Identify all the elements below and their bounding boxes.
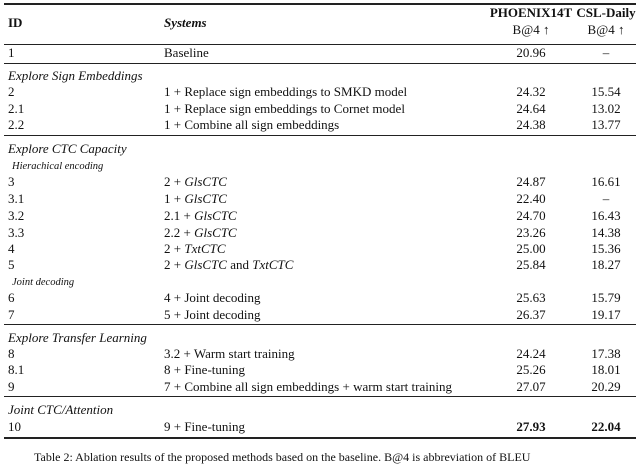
row-csl-bleu: 17.38 — [591, 346, 621, 361]
row-csl-bleu: 14.38 — [591, 225, 621, 240]
row-id: 1 — [8, 45, 15, 60]
header-metric-csl: B@4 ↑ — [587, 22, 625, 37]
row-system: 7 + Combine all sign embeddings + warm start training — [164, 379, 452, 394]
row-id: 6 — [8, 290, 15, 305]
row-phoenix-bleu: 24.70 — [516, 208, 546, 223]
row-id: 4 — [8, 241, 15, 256]
row-id: 2.2 — [8, 117, 25, 132]
row-system: 1 + Replace sign embeddings to SMKD model — [164, 84, 408, 99]
row-system: 2 + GlsCTC — [164, 174, 227, 189]
row-phoenix-bleu: 26.37 — [516, 307, 546, 322]
row-system: 2.1 + GlsCTC — [164, 208, 237, 223]
row-id: 7 — [8, 307, 15, 322]
row-id: 3.2 — [8, 208, 25, 223]
row-phoenix-bleu: 25.00 — [516, 241, 546, 256]
section-rule — [4, 63, 636, 64]
header-csl: CSL-Daily — [576, 5, 636, 20]
row-id: 3 — [8, 174, 15, 189]
row-csl-bleu: 18.01 — [591, 362, 621, 377]
section-label: Explore CTC Capacity — [8, 141, 127, 156]
row-system: 1 + Replace sign embeddings to Cornet model — [164, 101, 405, 116]
row-system: 3.2 + Warm start training — [164, 346, 295, 361]
row-csl-bleu: 16.61 — [591, 174, 621, 189]
row-phoenix-bleu: 22.40 — [516, 191, 546, 206]
row-csl-bleu: – — [602, 191, 610, 206]
section-rule — [4, 396, 636, 397]
row-system: 1 + GlsCTC — [164, 191, 227, 206]
row-system: 2.2 + GlsCTC — [164, 225, 237, 240]
row-csl-bleu: – — [602, 45, 610, 60]
row-csl-bleu: 15.54 — [591, 84, 621, 99]
row-system: 9 + Fine-tuning — [164, 419, 245, 434]
row-system: 2 + TxtCTC — [164, 241, 226, 256]
row-phoenix-bleu: 24.32 — [516, 84, 546, 99]
row-system: 8 + Fine-tuning — [164, 362, 245, 377]
row-id: 5 — [8, 257, 15, 272]
row-phoenix-bleu: 24.24 — [516, 346, 546, 361]
row-csl-bleu: 22.04 — [591, 419, 621, 434]
header-systems: Systems — [164, 15, 207, 30]
row-phoenix-bleu: 25.63 — [516, 290, 546, 305]
section-label: Joint CTC/Attention — [8, 402, 114, 417]
section-label: Explore Sign Embeddings — [8, 68, 143, 83]
row-system: 1 + Combine all sign embeddings — [164, 117, 340, 132]
row-id: 9 — [8, 379, 15, 394]
row-system: Baseline — [164, 45, 209, 60]
row-csl-bleu: 20.29 — [591, 379, 621, 394]
subsection-label: Hierachical encoding — [12, 161, 104, 172]
subsection-label: Joint decoding — [12, 277, 75, 288]
row-csl-bleu: 13.77 — [591, 117, 621, 132]
header-metric-phoenix: B@4 ↑ — [512, 22, 550, 37]
row-phoenix-bleu: 25.84 — [516, 257, 546, 272]
row-csl-bleu: 19.17 — [591, 307, 621, 322]
section-label: Explore Transfer Learning — [8, 330, 147, 345]
row-csl-bleu: 15.79 — [591, 290, 621, 305]
row-id: 2 — [8, 84, 15, 99]
section-rule — [4, 324, 636, 325]
row-phoenix-bleu: 24.38 — [516, 117, 546, 132]
row-csl-bleu: 18.27 — [591, 257, 621, 272]
table-caption: Table 2: Ablation results of the proposed methods based on the baseline. B@4 is abbreviation of BLEU — [34, 450, 531, 464]
bottom-rule — [4, 437, 636, 439]
row-phoenix-bleu: 23.26 — [516, 225, 546, 240]
row-id: 3.3 — [8, 225, 25, 240]
row-phoenix-bleu: 24.87 — [516, 174, 546, 189]
row-id: 2.1 — [8, 101, 25, 116]
row-system: 4 + Joint decoding — [164, 290, 261, 305]
row-id: 3.1 — [8, 191, 25, 206]
row-phoenix-bleu: 25.26 — [516, 362, 546, 377]
row-csl-bleu: 16.43 — [591, 208, 621, 223]
row-csl-bleu: 15.36 — [591, 241, 621, 256]
row-csl-bleu: 13.02 — [591, 101, 621, 116]
row-system: 5 + Joint decoding — [164, 307, 261, 322]
row-id: 8.1 — [8, 362, 25, 377]
section-rule — [4, 135, 636, 136]
row-system: 2 + GlsCTC and TxtCTC — [164, 257, 294, 272]
header-phoenix: PHOENIX14T — [489, 5, 573, 20]
row-phoenix-bleu: 27.07 — [516, 379, 546, 394]
row-phoenix-bleu: 24.64 — [516, 101, 546, 116]
row-id: 10 — [8, 419, 21, 434]
row-phoenix-bleu: 27.93 — [516, 419, 546, 434]
row-id: 8 — [8, 346, 15, 361]
header-id: ID — [8, 15, 23, 30]
row-phoenix-bleu: 20.96 — [516, 45, 546, 60]
